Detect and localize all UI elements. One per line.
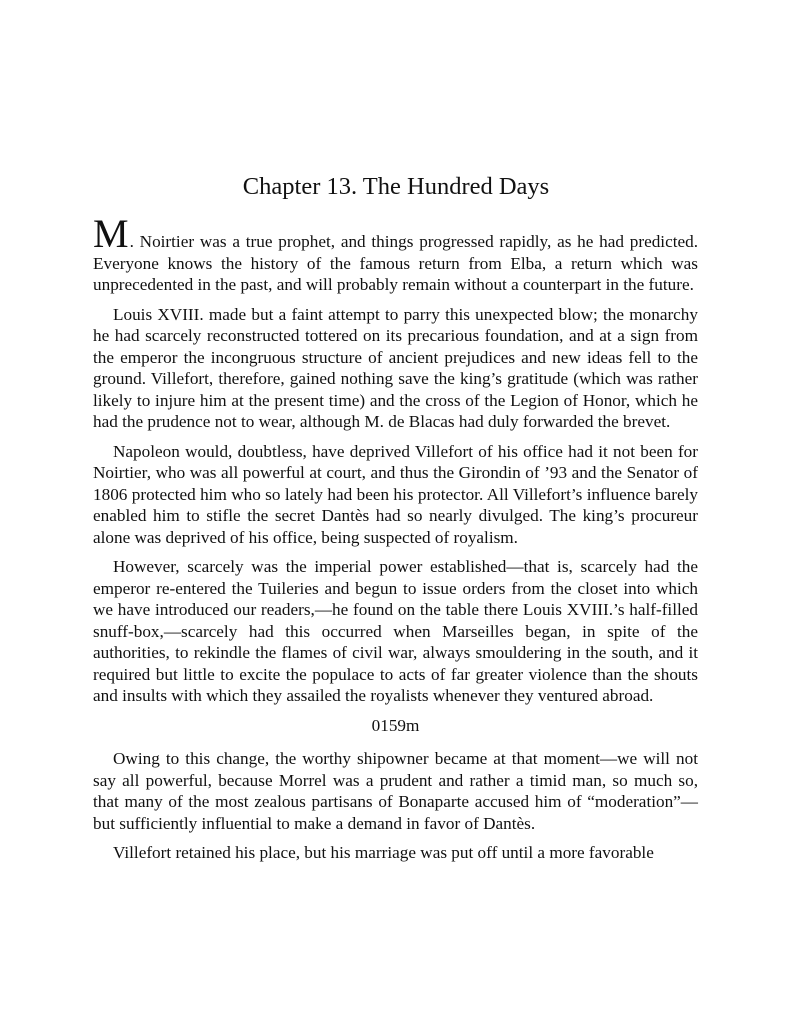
paragraph-1-text: . Noirtier was a true prophet, and things progressed rapidly, as he had predicted. Everyone knows the history of the famous return from Elba, a return which was unprecedented in the past, and will probably remain without a counterpart in the future.	[93, 232, 698, 294]
paragraph-1	[93, 211, 698, 296]
image-reference: 0159m	[371, 715, 420, 735]
paragraph-4: However, scarcely was the imperial power established—that is, scarcely had the emperor re-entered the Tuileries and begun to issue orders from the closet into which we have introduced our readers,—he found on the table there Louis XVIII.’s half-filled snuff-box,—scarcely had this occurred when Marseilles began, in spite of the authorities, to rekindle the flames of civil war, always smouldering in the south, and it required but little to excite the populace to acts of far greater violence than the shouts and insults with which they assailed the royalists whenever they ventured abroad.	[93, 557, 698, 705]
chapter-title: Chapter 13. The Hundred Days	[242, 173, 550, 200]
paragraph-3: Napoleon would, doubtless, have deprived Villefort of his office had it not been for Noirtier, who was all powerful at court, and thus the Girondin of ’93 and the Senator of 1806 protected him who so lately had been his protector. All Villefort’s influence barely enabled him to stifle the secret Dantès had so nearly divulged. The king’s procureur alone was deprived of his office, being suspected of royalism.	[93, 441, 698, 547]
paragraph-5: Owing to this change, the worthy shipowner became at that moment—we will not say all powerful, because Morrel was a prudent and rather a timid man, so much so, that many of the most zealous partisans of Bonaparte accused him of “moderation”—but sufficiently influential to make a demand in favor of Dantès.	[93, 749, 698, 833]
drop-cap: M	[93, 211, 129, 256]
paragraph-2: Louis XVIII. made but a faint attempt to parry this unexpected blow; the monarchy he had scarcely reconstructed tottered on its precarious foundation, and at a sign from the emperor the incongruous structure of ancient prejudices and new ideas fell to the ground. Villefort, therefore, gained nothing save the king’s gratitude (which was rather likely to injure him at the present time) and the cross of the Legion of Honor, which he had the prudence not to wear, although M. de Blacas had duly forwarded the brevet.	[93, 304, 698, 431]
chapter-body	[93, 211, 698, 872]
paragraph-6: Villefort retained his place, but his marriage was put off until a more favorable	[113, 843, 654, 862]
